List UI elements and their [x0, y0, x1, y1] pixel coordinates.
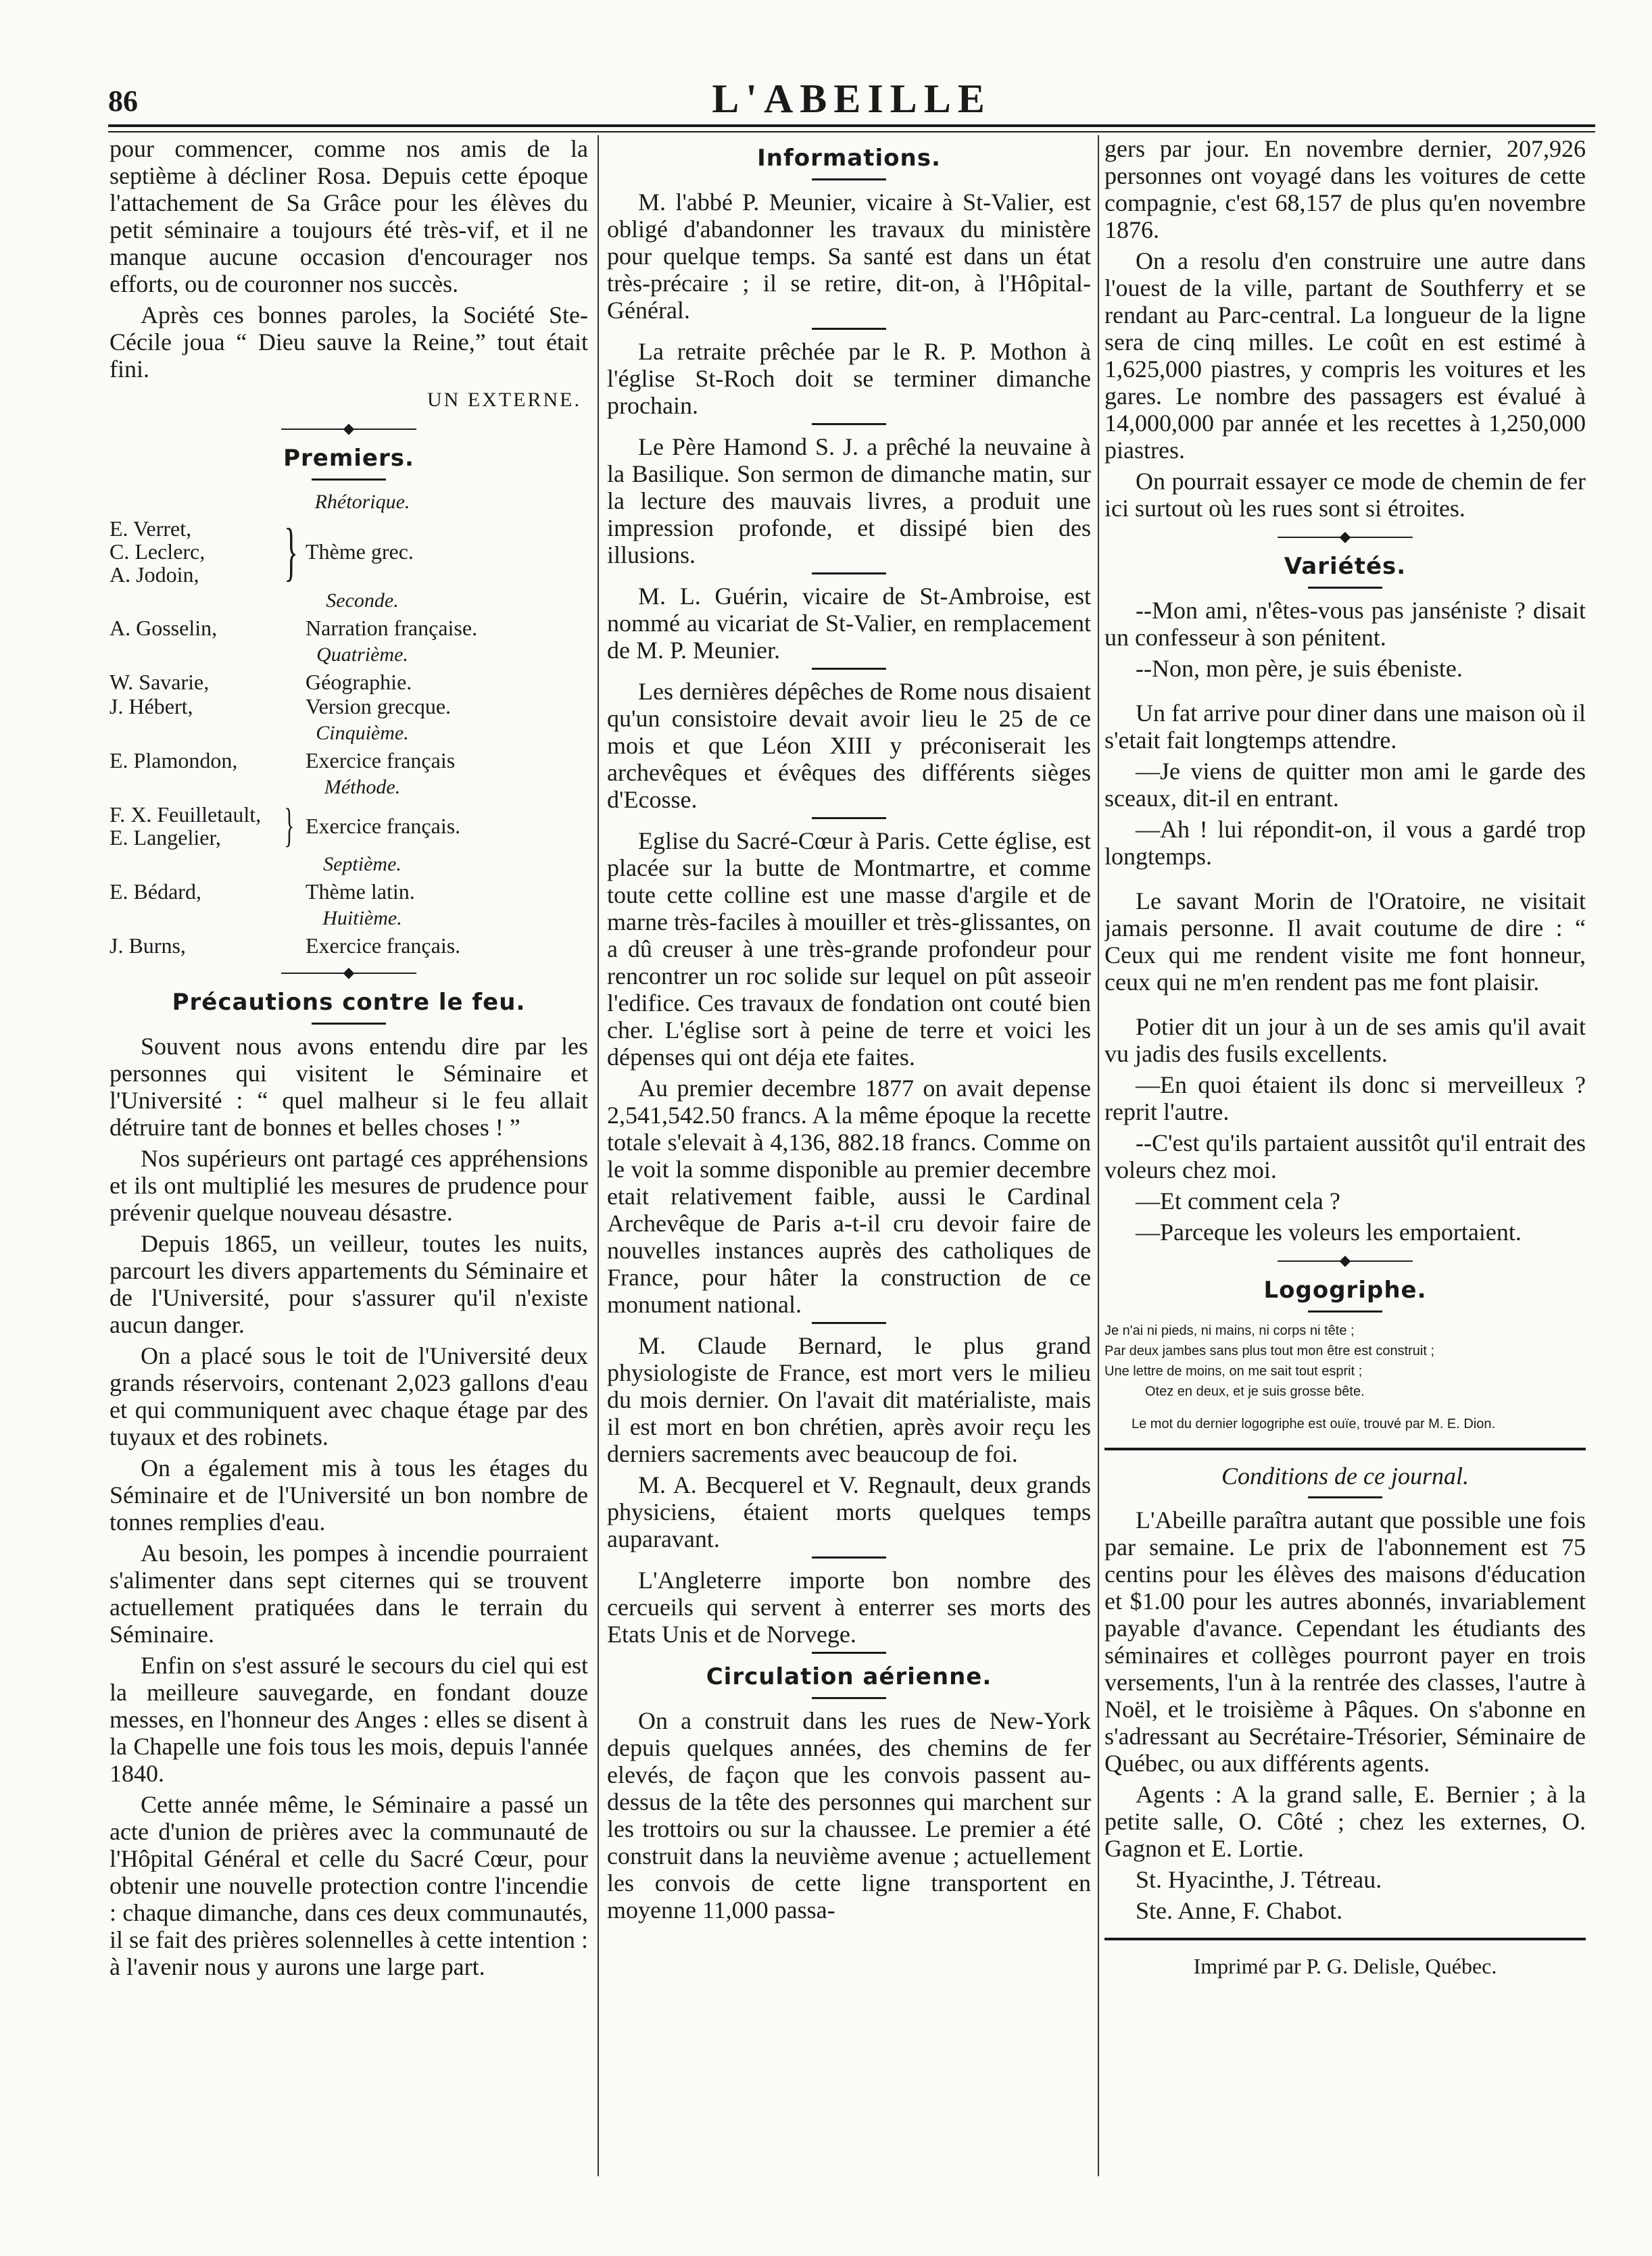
- logogriphe-verse: [1104, 1321, 1586, 1434]
- brace-glyph: }: [284, 515, 298, 587]
- paragraph: On a placé sous le toit de l'Université deux grands réservoirs, contenant 2,023 gallons d'eau et qui communiquent avec chaque étage par des tuyaux et des robinets.: [110, 1342, 588, 1450]
- paragraph: Un fat arrive pour diner dans une maison où il s'etait fait longtemps attendre.: [1104, 700, 1586, 754]
- paragraph: —Ah ! lui répondit-on, il vous a gardé trop longtemps.: [1104, 816, 1586, 870]
- column-divider-2: [1098, 135, 1099, 2176]
- paragraph: On pourrait essayer ce mode de chemin de fer ici surtout où les rues sont si étroites.: [1104, 468, 1586, 522]
- signature: UN EXTERNE.: [427, 389, 581, 411]
- subject: Version grecque.: [306, 694, 452, 718]
- subject: Thème grec.: [306, 539, 414, 564]
- paragraph: Cette année même, le Séminaire a passé un acte d'union de prières avec la communauté de l'Hôpital Général et celle du Sacré Cœur, pour obtenir une nouvelle protection contre l'incendie : chaque dimanche, dans ces deux communautés, il se fait des prières solennelles à cette intention : à l'avenir nous y aurons une large part.: [110, 1791, 588, 1980]
- student-name: F. X. Feuilletault,: [110, 802, 262, 827]
- title-rule: [1308, 587, 1382, 589]
- paragraph: Les dernières dépêches de Rome nous disaient qu'un consistoire devait avoir lieu le 25 de ce mois et que Léon XIII y préconiserait les archevêques et évêques des différents sièges d'Ecosse.: [607, 678, 1091, 813]
- paragraph: L'Angleterre importe bon nombre des cercueils qui servent à enterrer ses morts des Etats Unis et de Norvege.: [607, 1567, 1091, 1648]
- category-label: Septième.: [323, 853, 402, 875]
- item-rule: [812, 1322, 886, 1324]
- student-name: J. Burns,: [110, 933, 186, 958]
- paragraph: Le Père Hamond S. J. a prêché la neuvaine à la Basilique. Son sermon de dimanche matin, sur la lecture des mauvais livres, a produit une impression profonde, et dissipé bien des illusions.: [607, 433, 1091, 568]
- section-title-informations: Informations.: [757, 145, 941, 172]
- subject: Géographie.: [306, 670, 412, 694]
- item-rule: [812, 668, 886, 670]
- ornament-separator: [1278, 1255, 1413, 1267]
- paragraph: On a resolu d'en construire une autre dans l'ouest de la ville, partant de Southferry et se rendant au Parc-central. La longueur de la ligne sera de cinq milles. Le coût en est estimé à 1,625,000 piastres, y compris les voitures et les gares. Le nombre des passagers est évalué à 14,000,000 par année et les recettes à 1,250,000 piastres.: [1104, 247, 1586, 464]
- student-name: J. Hébert,: [110, 694, 193, 718]
- masthead-title: L'ABEILLE: [712, 76, 992, 121]
- header-rule: [108, 124, 1595, 127]
- page-number: 86: [108, 84, 138, 118]
- student-name: E. Plamondon,: [110, 748, 238, 773]
- article-continuation: pour commencer, comme nos amis de la septième à décliner Rosa. Depuis cette époque l'attachement de Sa Grâce pour les élèves du petit séminaire a toujours été très-vif, et il ne manque aucune occasion d'encourager nos efforts, ou de couronner nos succès.: [110, 135, 588, 297]
- paragraph: Enfin on s'est assuré le secours du ciel qui est la meilleure sauvegarde, en fondant douze messes, en l'honneur des Anges : elles se disent à la Chapelle une fois tous les mois, depuis l'année 1840.: [110, 1652, 588, 1787]
- paragraph: Souvent nous avons entendu dire par les personnes qui visitent le Séminaire et l'Université : “ quel malheur si le feu allait détruire tant de bonnes et belles choses ! ”: [110, 1033, 588, 1141]
- section-title-feu: Précautions contre le feu.: [172, 989, 526, 1016]
- item-rule: [812, 817, 886, 819]
- premiers-section: [110, 445, 588, 958]
- paragraph: L'Abeille paraîtra autant que possible une fois par semaine. Le prix de l'abonnement est 75 centins pour les élèves des maisons d'éducation et $1.00 pour les autres abonnés, invariablement payable d'avance. Cependant les étudiants des séminaires et collèges pourront payer en trois versements, l'un à la rentrée des classes, l'autre à Noël, et le troisième à Pâques. On s'abonne en s'adressant au Secrétaire-Trésorier, Séminaire de Québec, ou aux différents agents.: [1104, 1506, 1586, 1777]
- item-rule: [812, 1652, 886, 1654]
- verse-line: Par deux jambes sans plus tout mon être est construit ;: [1104, 1344, 1435, 1358]
- title-rule: [1308, 1310, 1382, 1313]
- paragraph: M. L. Guérin, vicaire de St-Ambroise, est nommé au vicariat de St-Valier, en remplacement de M. P. Meunier.: [607, 583, 1091, 664]
- paragraph: Depuis 1865, un veilleur, toutes les nuits, parcourt les divers appartements du Séminaire et de l'Université, pour s'assurer qu'il n'existe aucun danger.: [110, 1230, 588, 1338]
- item-rule: [812, 572, 886, 574]
- student-row: [110, 879, 588, 904]
- column-3: [1104, 135, 1586, 2190]
- paragraph: Eglise du Sacré-Cœur à Paris. Cette église, est placée sur la butte de Montmartre, et comme toute cette colline est une masse d'argile et de marne très-faciles à mouiller et très-glissantes, on a dû creuser à une très-grande profondeur pour rencontrer un roc solide sur lequel on pût asseoir l'edifice. Ces travaux de fondation ont couté bien cher. L'église sort à peine de terre et voici les dépenses qui ont déja ete faites.: [607, 827, 1091, 1071]
- section-title-logogriphe: Logogriphe.: [1263, 1277, 1427, 1304]
- paragraph: Agents : A la grand salle, E. Bernier ; à la petite salle, O. Côté ; chez les externes, O. Gagnon et E. Lortie.: [1104, 1781, 1586, 1862]
- column-2: [607, 135, 1091, 2190]
- student-group: [110, 517, 588, 586]
- student-name: A. Gosselin,: [110, 616, 218, 640]
- section-title-premiers: Premiers.: [283, 445, 414, 472]
- student-name: A. Jodoin,: [110, 562, 199, 587]
- ornament-separator: [1278, 531, 1413, 543]
- page-header: [108, 76, 1595, 121]
- paragraph: Le savant Morin de l'Oratoire, ne visitait jamais personne. Il avait coutume de dire : “ Ceux qui me rendent visite me font honneur, ceux qui ne m'en rendent pas me font plaisir.: [1104, 887, 1586, 996]
- header-rule-thin: [108, 131, 1595, 132]
- category-label: Huitième.: [322, 907, 402, 929]
- title-rule: [312, 479, 386, 481]
- ornament-separator: [281, 423, 416, 435]
- student-name: W. Savarie,: [110, 670, 210, 694]
- article-continuation: gers par jour. En novembre dernier, 207,926 personnes ont voyagé dans les voitures de cette compagnie, c'est 68,157 de plus qu'en novembre 1876.: [1104, 135, 1586, 243]
- student-row: [110, 670, 588, 694]
- paragraph: La retraite prêchée par le R. P. Mothon à l'église St-Roch doit se terminer dimanche prochain.: [607, 338, 1091, 419]
- item-rule: [812, 1556, 886, 1559]
- column-1: [110, 135, 588, 2190]
- paragraph: Potier dit un jour à un de ses amis qu'il avait vu jadis des fusils excellents.: [1104, 1013, 1586, 1067]
- verse-line: Otez en deux, et je suis grosse bête.: [1145, 1384, 1365, 1399]
- title-rule: [812, 1697, 886, 1699]
- paragraph: On a construit dans les rues de New-York depuis quelques années, des chemins de fer elevés, de façon que les convois passent au-dessus de la tête des personnes qui marchent sur les trottoirs ou sur la chaussee. Le premier a été construit dans la neuvième avenue ; actuellement les convois de cette ligne transportent en moyenne 11,000 passa-: [607, 1707, 1091, 1923]
- paragraph: --C'est qu'ils partaient aussitôt qu'il entrait des voleurs chez moi.: [1104, 1129, 1586, 1183]
- paragraph: --Mon ami, n'êtes-vous pas janséniste ? disait un confesseur à son pénitent.: [1104, 597, 1586, 651]
- item-rule: [812, 328, 886, 330]
- section-title-conditions: Conditions de ce journal.: [1221, 1463, 1469, 1490]
- paragraph: Au premier decembre 1877 on avait depense 2,541,542.50 francs. A la même époque la recette totale s'elevait à 4,136, 882.18 francs. Comme on le voit la somme disponible au premier decembre etait relativement faible, aussi le Cardinal Archevêque de Paris a-t-il cru devoir faire de nouvelles instances auprès des catholiques de France, pour hâter la construction de ce monument national.: [607, 1075, 1091, 1318]
- student-name: C. Leclerc,: [110, 539, 205, 564]
- paragraph: —Je viens de quitter mon ami le garde des sceaux, dit-il en entrant.: [1104, 758, 1586, 812]
- category-label: Cinquième.: [316, 722, 409, 744]
- student-name: E. Langelier,: [110, 825, 221, 850]
- paragraph: On a également mis à tous les étages du Séminaire et de l'Université un bon nombre de tonnes remplies d'eau.: [110, 1454, 588, 1536]
- paragraph: —Et comment cela ?: [1136, 1187, 1340, 1215]
- verse-line: Je n'ai ni pieds, ni mains, ni corps ni tête ;: [1104, 1323, 1355, 1338]
- paragraph: St. Hyacinthe, J. Tétreau.: [1136, 1866, 1382, 1893]
- section-title-circulation: Circulation aérienne.: [706, 1663, 992, 1690]
- title-rule: [812, 178, 886, 180]
- ornament-separator: [281, 967, 416, 979]
- student-row: [110, 748, 588, 773]
- category-label: Rhétorique.: [314, 491, 410, 513]
- subject: Exercice français.: [306, 933, 461, 958]
- paragraph: —Parceque les voleurs les emportaient.: [1136, 1219, 1522, 1246]
- paragraph: M. Claude Bernard, le plus grand physiologiste de France, est mort vers le milieu du mois dernier. On l'avait dit matérialiste, mais il est mort en bon chrétien, après avoir reçu les derniers sacrements avec beaucoup de foi.: [607, 1332, 1091, 1467]
- paragraph: Au besoin, les pompes à incendie pourraient s'alimenter dans sept citernes qui se trouvent actuellement pratiquées dans le terrain du Séminaire.: [110, 1540, 588, 1648]
- category-label: Seconde.: [326, 589, 399, 612]
- subject: Exercice français: [306, 748, 456, 773]
- brace-glyph: }: [284, 800, 295, 852]
- section-title-varietes: Variétés.: [1284, 553, 1407, 580]
- student-row: [110, 616, 588, 640]
- subject: Narration française.: [306, 616, 478, 640]
- paragraph: —En quoi étaient ils donc si merveilleux ? reprit l'autre.: [1104, 1071, 1586, 1125]
- student-row: [110, 933, 588, 958]
- student-name: E. Verret,: [110, 516, 192, 541]
- section-rule: [1104, 1448, 1586, 1450]
- paragraph: M. l'abbé P. Meunier, vicaire à St-Valier, est obligé d'abandonner les travaux du ministère pour quelque temps. Sa santé est dans un état très-précaire ; il se retire, dit-on, à l'Hôpital-Général.: [607, 189, 1091, 324]
- category-label: Quatrième.: [316, 643, 408, 666]
- title-rule: [1308, 1496, 1382, 1498]
- student-name: E. Bédard,: [110, 879, 201, 904]
- subject: Thème latin.: [306, 879, 415, 904]
- category-label: Méthode.: [324, 776, 401, 798]
- column-divider-1: [598, 135, 599, 2176]
- paragraph: --Non, mon père, je suis ébeniste.: [1136, 655, 1463, 682]
- subject: Exercice français.: [306, 814, 461, 838]
- logogriphe-answer: Le mot du dernier logogriphe est ouïe, trouvé par M. E. Dion.: [1132, 1417, 1496, 1431]
- section-rule: [1104, 1938, 1586, 1940]
- title-rule: [312, 1023, 386, 1025]
- item-rule: [812, 423, 886, 425]
- student-group: [110, 802, 588, 850]
- verse-line: Une lettre de moins, on me sait tout esprit ;: [1104, 1364, 1363, 1379]
- paragraph: Nos supérieurs ont partagé ces appréhensions et ils ont multiplié les mesures de prudence pour prévenir quelque nouveau désastre.: [110, 1145, 588, 1226]
- paragraph: Ste. Anne, F. Chabot.: [1136, 1897, 1343, 1924]
- paragraph: M. A. Becquerel et V. Regnault, deux grands physiciens, étaient morts quelques temps auparavant.: [607, 1471, 1091, 1552]
- printer-credit: Imprimé par P. G. Delisle, Québec.: [1193, 1954, 1497, 1978]
- paragraph: Après ces bonnes paroles, la Société Ste-Cécile joua “ Dieu sauve la Reine,” tout était fini.: [110, 301, 588, 383]
- student-row: [110, 694, 588, 718]
